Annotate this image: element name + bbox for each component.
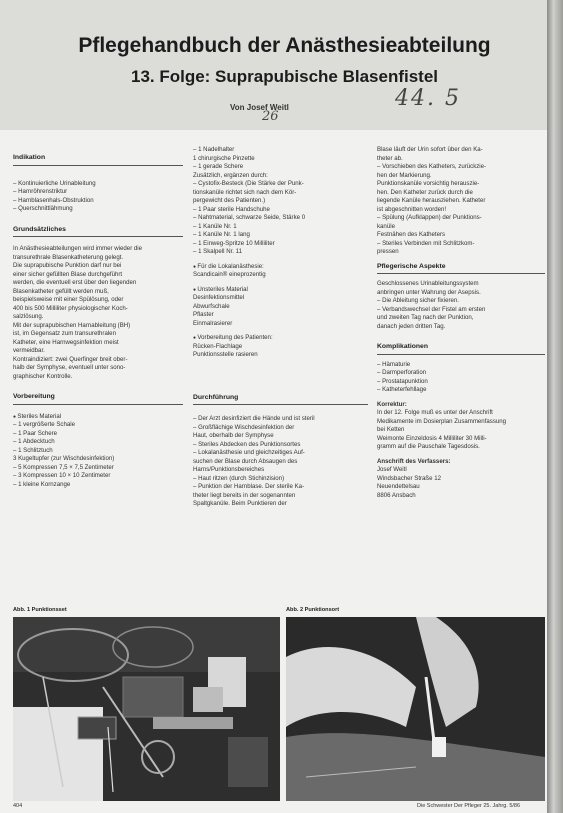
list-item: pergewicht des Patienten.) [193,197,266,204]
list-item: – Großflächige Wischdesinfektion der [193,423,295,431]
list-item: – Cystofix-Besteck (Die Stärke der Punk- [193,180,304,187]
text-line: 400 bis 500 Milliliter physiologischer Koch- [13,304,128,312]
list-item: Blase läuft der Urin sofort über den Ka- [377,146,483,153]
list-item: – 1 gerade Schere [193,163,244,170]
list-item: – Nahtmaterial, schwarze Seide, Stärke 0 [193,214,306,221]
list-item: anbringen unter Wahrung der Asepsis. [377,288,481,296]
section-heading-komplikationen: Komplikationen [377,343,545,355]
text-line: salzlösung. [13,313,44,320]
handwritten-note: 44. 5 [395,86,461,111]
text-line: Weimonte Einzeldosis 4 Milliliter 30 Milli- [377,434,487,442]
photo-punktionsset-graphic [13,617,280,801]
list-item: – Spülung (Aufklappen) der Punktions- [377,214,482,221]
list-item: danach jeden dritten Tag. [377,322,446,330]
document-subtitle: 13. Folge: Suprapubische Blasenfistel [130,67,439,86]
column-left [13,154,183,489]
section-heading-indikation: Indikation [13,154,183,166]
section-heading-durchfuehrung: Durchführung [193,394,368,406]
list-item: Punktionsstelle rasieren [193,351,258,358]
list-item: – 3 Kompressen 10 × 10 Zentimeter [13,472,111,479]
list-item: – Lokalanästhesie und gleichzeitiges Auf- [193,449,305,456]
text-line: Neuendettelsau [377,483,420,490]
figure-caption-1: Abb. 1 Punktionsset [13,607,67,613]
list-item: – Der Arzt desinfiziert die Hände und ist steril [193,415,315,422]
page-number: 404 [13,803,23,809]
text-line: Katheter, eine Harnwegsinfektion meist [13,338,119,346]
list-item: – Kontinuierliche Urinableitung [13,179,96,187]
text-line: Medikamente im Dosierplan Zusammenfassung [377,417,507,425]
text-line: 8806 Ansbach [377,491,416,499]
section-heading-vorbereitung: Vorbereitung [13,393,183,405]
list-item: – Harnblasenhals-Obstruktion [13,196,94,204]
bullet-heading: ● Unsteriles Material [193,286,368,295]
text-line: ist, im Gegensatz zum transurethralen [13,330,116,337]
bullet-heading: ● Vorbereitung des Patienten: [193,334,368,343]
list-item: hen. Den Katheter zurück durch die [377,188,473,196]
list-item: Abwurfschale [193,302,230,310]
text-line: einer sicher gefüllten Blase durchgeführt [13,270,123,278]
list-item: theter ab. [377,154,403,162]
handwritten-note-small: 26 [262,109,279,124]
photo-punktionsort [286,617,545,801]
text-line: vermeidbar. [13,347,45,354]
section-heading-grundsaetzliches: Grundsätzliches [13,226,183,238]
text-line: bei Ketten [377,426,405,433]
list-item: – Vorschieben des Katheters, zurückzie- [377,163,487,170]
list-item: Rücken-Flachlage [193,342,243,350]
bullet-heading: ● Steriles Material [13,413,183,422]
list-item: – Haut ritzen (durch Stichinzision) [193,474,285,482]
text-line: graphischer Kontrolle. [13,372,73,380]
list-item: Spaltgkanüle. Beim Punktieren der [193,500,287,507]
column-right [377,146,545,500]
list-item: – 1 Paar Schere [13,429,58,437]
list-item: Punktionskanüle vorsichtig herauszie- [377,180,480,187]
list-item: – Prostatapunktion [377,377,428,385]
list-item: – Steriles Verbinden mit Schlitzkom- [377,239,475,247]
list-item: – Harnröhrenstriktur [13,188,68,195]
text-line: Kontraindiziert: zwei Querfinger breit ober- [13,355,128,363]
list-item: Desinfektionsmittel [193,294,245,301]
list-item: pressen [377,248,399,255]
list-item: suchen der Blase durch Absaugen des [193,457,298,465]
list-item: – Querschnittlähmung [13,205,73,212]
text-line: transurethrale Blasenkatheterung gelegt. [13,253,124,261]
photo-punktionsort-graphic [286,617,545,801]
list-item: 3 Kugeltupfer (zur Wischdesinfektion) [13,455,115,462]
author-line: Von Josef Weitl [230,103,289,112]
text-line: werden, die eventuell erst über den liegenden [13,279,137,286]
list-item: Einmalrasierer [193,319,233,327]
list-item: – Die Ableitung sicher fixieren. [377,297,459,304]
list-item: Geschlossenes Urinableitungssystem [377,280,479,287]
text-line: halb der Symphyse, eventuell unter sono- [13,364,126,371]
list-item: liegende Kanüle herausziehen. Katheter [377,197,486,204]
document-title: Pflegehandbuch der Anästhesieabteilung [78,34,491,57]
section-heading-pflege: Pflegerische Aspekte [377,263,545,275]
text-line: Windsbacher Straße 12 [377,474,442,482]
list-item: – 1 Abdecktuch [13,438,55,445]
list-item: – 5 Kompressen 7,5 × 7,5 Zentimeter [13,463,114,471]
photo-punktionsset [13,617,280,801]
list-item: kanüle [377,222,395,230]
list-item: – Punktion der Harnblase. Der sterile Ka- [193,483,305,490]
text-line: Josef Weitl [377,466,407,473]
list-item: – 1 Kanüle Nr. 1 lang [193,231,250,238]
text-line: In Anästhesieabteilungen wird immer wieder die [13,245,143,252]
korrektur-label: Korrektur: [377,400,407,408]
anschrift-label: Anschrift des Verfassers: [377,457,451,465]
journal-footer: Die Schwester Der Pfleger 25. Jahrg. 5/86 [417,803,521,809]
text-line: gramm auf die Pauschale Tagesdosis. [377,443,480,450]
list-item: Pflaster [193,311,214,318]
list-item: tionskanüle richtet sich nach dem Kör- [193,188,297,196]
list-item: – 1 kleine Kornzange [13,480,71,488]
list-item: – Katheterfehllage [377,386,427,393]
list-item: theter liegt bereits in der sogenannten [193,491,296,499]
text-line: beispielsweise mit einer Spülösung, oder [13,296,124,303]
list-item: – 1 Nadelhalter [193,146,235,153]
list-item: – 1 Skalpell Nr. 11 [193,248,243,255]
text-line: Die suprapubische Punktion darf nur bei [13,262,122,269]
list-item: – 1 vergrößerte Schale [13,421,75,428]
list-item: Harns/Punktionsbereiches [193,466,265,473]
list-item: – 1 Paar sterile Handschuhe [193,205,270,213]
list-item: – Hämaturie [377,360,411,368]
list-item: – Steriles Abdecken des Punktionsortes [193,440,301,448]
list-item: Haut, oberhalb der Symphyse [193,432,274,439]
figure-caption-2: Abb. 2 Punktionsort [286,607,340,613]
list-item: – 1 Schlitztuch [13,446,53,454]
list-item: 1 chirurgische Pinzette [193,154,255,162]
list-item: – Verbandswechsel der Fistel am ersten [377,305,486,313]
text-line: In der 12. Folge muß es unter der Anschrift [377,409,493,416]
list-item: ist abgeschnitten worden! [377,205,447,213]
text-line: Zusätzlich, ergänzen durch: [193,171,268,179]
column-middle [193,146,368,509]
page-binding-edge [547,0,563,813]
list-item: hen der Markierung. [377,171,432,179]
list-item: – 1 Einweg-Spritze 10 Milliliter [193,239,275,247]
text-line: Blasenkatheter gefüllt werden muß, [13,287,109,295]
bullet-heading: ● Für die Lokalanästhesie: [193,263,368,272]
text-line: Scandicain® eineprozentig [193,271,266,278]
list-item: Festnähen des Katheters [377,231,446,238]
text-line: Mit der suprapubischen Harnableitung (BH) [13,321,131,329]
list-item: – 1 Kanüle Nr. 1 [193,222,237,230]
list-item: und zweiten Tag nach der Punktion, [377,314,474,321]
list-item: – Darmperforation [377,369,427,376]
